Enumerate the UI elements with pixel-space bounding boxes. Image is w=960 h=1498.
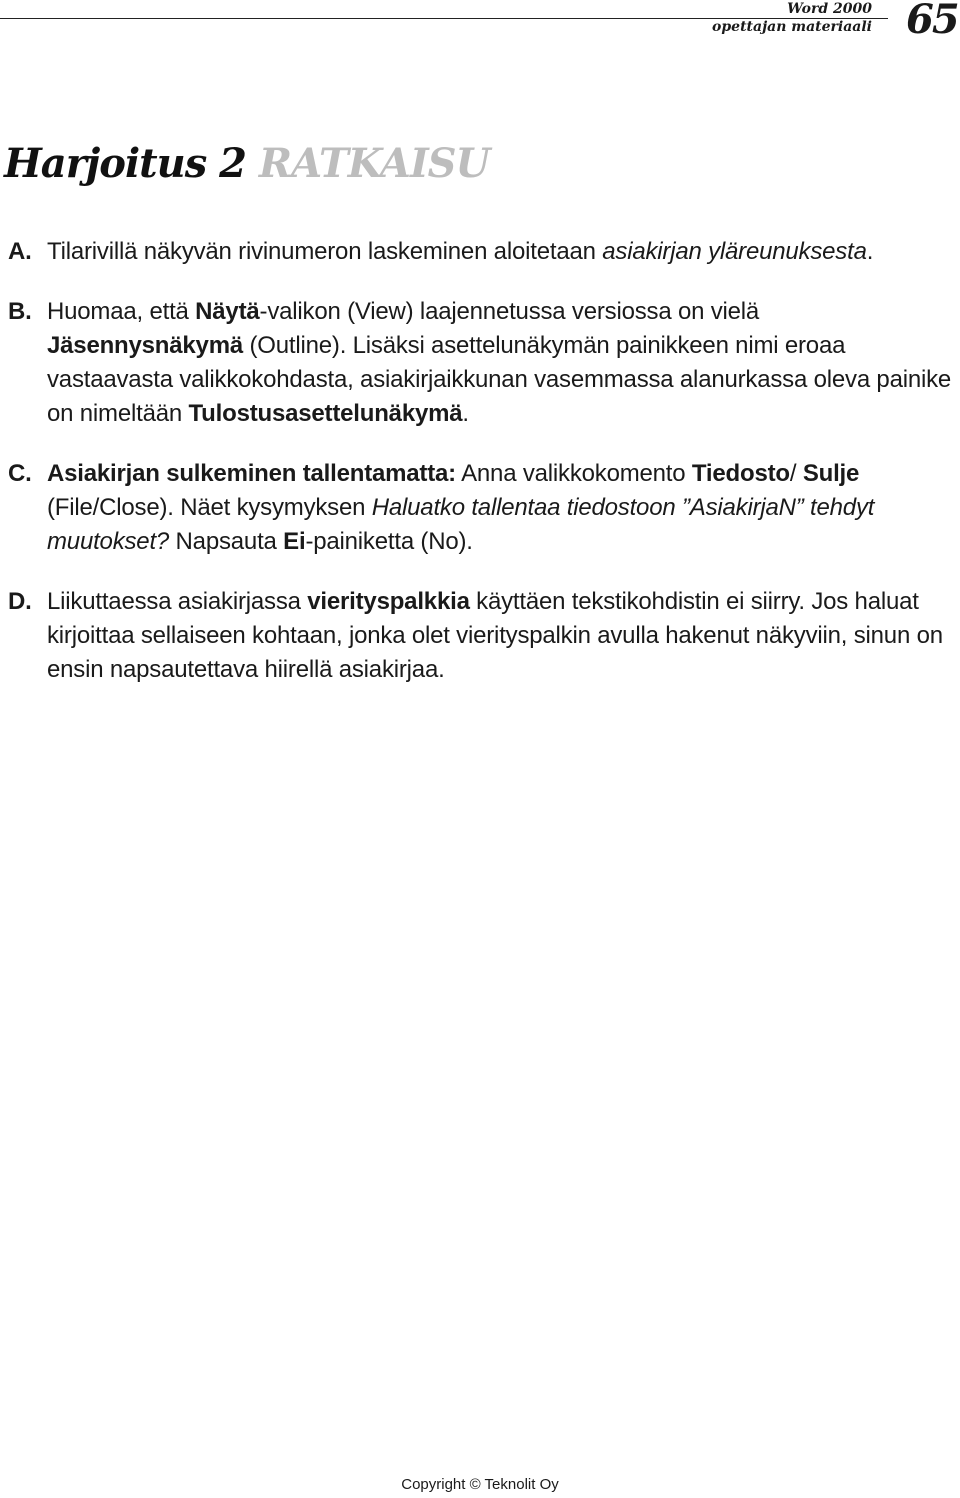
- section-b: [8, 295, 952, 431]
- section-b-bold-view-menu: Näytä: [195, 298, 260, 325]
- section-c-text-6: (File/Close). Näet kysymyksen: [47, 494, 372, 521]
- section-c-bold-close: Sulje: [802, 460, 860, 487]
- section-c-text-2: Anna valikkokomento: [455, 460, 692, 487]
- section-c-text-10: -painiketta (No).: [305, 528, 473, 555]
- section-b-text-5: (Outline). Lisäksi asettelunäkymän painikkeen nimi eroaa vastaavasta valikkokohdasta, asiakirjaikkunan vasemmassa alanurkassa oleva painike on nimeltään: [47, 332, 952, 427]
- running-title-subtitle: opettajan materiaali: [712, 19, 872, 35]
- section-b-text-1: Huomaa, että: [47, 298, 196, 325]
- section-a-text-1: Tilarivillä näkyvän rivinumeron laskeminen aloitetaan: [47, 238, 603, 265]
- section-b-marker: B.: [8, 298, 32, 325]
- page-number: 65: [906, 0, 958, 43]
- section-c: [8, 457, 952, 559]
- running-head: [712, 0, 872, 36]
- section-d-bold-scrollbar: vierityspalkkia: [307, 588, 470, 615]
- title-accent: RATKAISU: [258, 140, 490, 187]
- section-c-bold-heading: Asiakirjan sulkeminen tallentamatta:: [47, 460, 456, 487]
- section-d-text-3: käyttäen tekstikohdistin ei siirry. Jos haluat kirjoittaa sellaiseen kohtaan, jonka olet vierityspalkin avulla hakenut näkyviin, sinun on ensin napsautettava hiirellä asiakirjaa.: [47, 588, 943, 683]
- section-d-marker: D.: [8, 588, 32, 615]
- section-a-marker: A.: [8, 238, 32, 265]
- section-d-text-1: Liikuttaessa asiakirjassa: [47, 588, 308, 615]
- title-main: Harjoitus 2: [4, 140, 246, 187]
- section-c-bold-no-button: Ei: [283, 528, 306, 555]
- section-a: [8, 235, 952, 269]
- section-c-marker: C.: [8, 460, 32, 487]
- section-d-text: [47, 585, 952, 687]
- section-b-text-3: -valikon (View) laajennetussa versiossa on vielä: [259, 298, 760, 325]
- page-title: [4, 140, 489, 188]
- section-b-text: [47, 295, 952, 431]
- copyright-footer: Copyright © Teknolit Oy: [401, 1476, 559, 1493]
- running-title-product: Word 2000: [787, 1, 872, 17]
- answer-sections: [8, 235, 952, 713]
- section-b-bold-print-layout: Tulostusasettelunäkymä: [188, 400, 463, 427]
- section-a-italic-term: asiakirjan yläreunuksesta: [602, 238, 867, 265]
- section-c-italic-dialog-question: Haluatko tallentaa tiedostoon ”AsiakirjaN” tehdyt muutokset?: [47, 494, 875, 555]
- section-d: [8, 585, 952, 687]
- section-c-text: [47, 457, 952, 559]
- section-b-text-7: .: [462, 400, 469, 427]
- section-a-text-3: .: [866, 238, 874, 265]
- section-c-text-8: Napsauta: [169, 528, 284, 555]
- section-c-text-4: /: [789, 460, 803, 487]
- section-c-bold-file: Tiedosto: [691, 460, 790, 487]
- section-a-text: [47, 235, 952, 269]
- section-b-bold-outline: Jäsennysnäkymä: [47, 332, 243, 359]
